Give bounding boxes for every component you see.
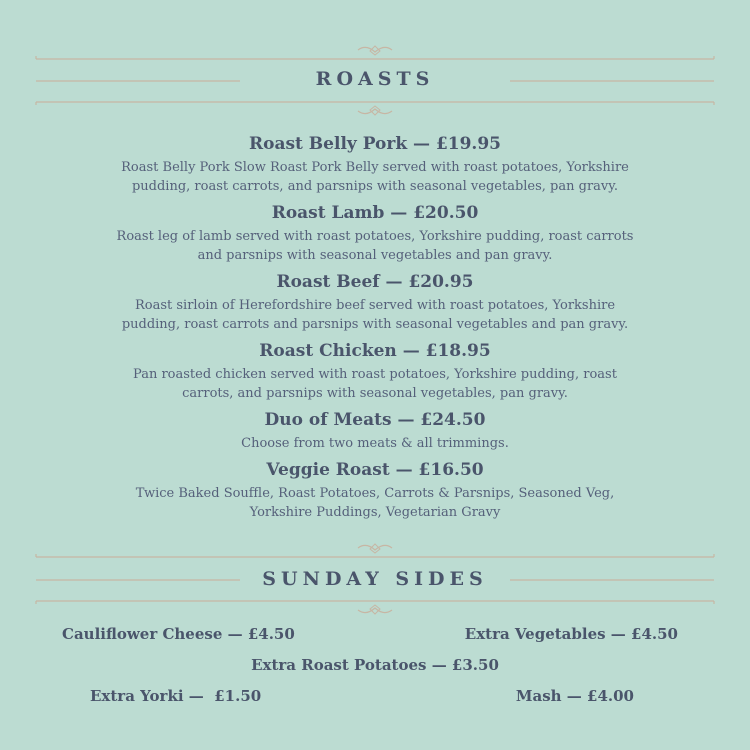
menu-item-roast-belly-pork	[75, 132, 675, 196]
roasts-heading: ROASTS	[315, 68, 435, 90]
side-cauliflower-cheese: Cauliflower Cheese — £4.50	[62, 625, 295, 643]
side-extra-vegetables: Extra Vegetables — £4.50	[464, 625, 678, 643]
side-mash: Mash — £4.00	[515, 687, 634, 705]
item-title: Roast Beef — £20.95	[276, 272, 474, 292]
roasts-divider-bottom	[0, 98, 750, 120]
roasts-divider-top	[0, 42, 750, 64]
item-description: Roast Belly Pork Slow Roast Pork Belly served with roast potatoes, Yorkshire pudding, roast carrots, and parsnips with seasonal vegetables, pan gravy.	[121, 160, 629, 194]
menu-item-roast-chicken	[75, 339, 675, 403]
item-title: Roast Belly Pork — £19.95	[248, 134, 502, 154]
sides-divider-top	[0, 540, 750, 562]
item-description: Pan roasted chicken served with roast potatoes, Yorkshire pudding, roast carrots, and parsnips with seasonal vegetables, pan gravy.	[133, 367, 617, 401]
menu-item-veggie-roast	[75, 458, 675, 522]
menu-item-roast-beef	[75, 270, 675, 334]
side-extra-yorki: Extra Yorki — £1.50	[90, 687, 262, 705]
item-title: Veggie Roast — £16.50	[266, 460, 484, 480]
item-description: Roast sirloin of Herefordshire beef served with roast potatoes, Yorkshire pudding, roast carrots and parsnips with seasonal vegetables and pan gravy.	[121, 298, 629, 332]
sides-heading: SUNDAY SIDES	[262, 568, 488, 590]
sides-divider-bottom	[0, 597, 750, 619]
item-description: Roast leg of lamb served with roast potatoes, Yorkshire pudding, roast carrots and parsnips with seasonal vegetables and pan gravy.	[116, 229, 634, 263]
item-title: Duo of Meats — £24.50	[264, 410, 486, 430]
roasts-menu	[75, 132, 675, 527]
item-description: Twice Baked Souffle, Roast Potatoes, Carrots & Parsnips, Seasoned Veg, Yorkshire Puddings, Vegetarian Gravy	[135, 486, 615, 520]
item-description: Choose from two meats & all trimmings.	[241, 436, 509, 451]
menu-item-duo-of-meats	[75, 408, 675, 453]
side-extra-roast-potatoes: Extra Roast Potatoes — £3.50	[251, 656, 499, 674]
item-title: Roast Lamb — £20.50	[271, 203, 479, 223]
menu-item-roast-lamb	[75, 201, 675, 265]
item-title: Roast Chicken — £18.95	[259, 341, 491, 361]
